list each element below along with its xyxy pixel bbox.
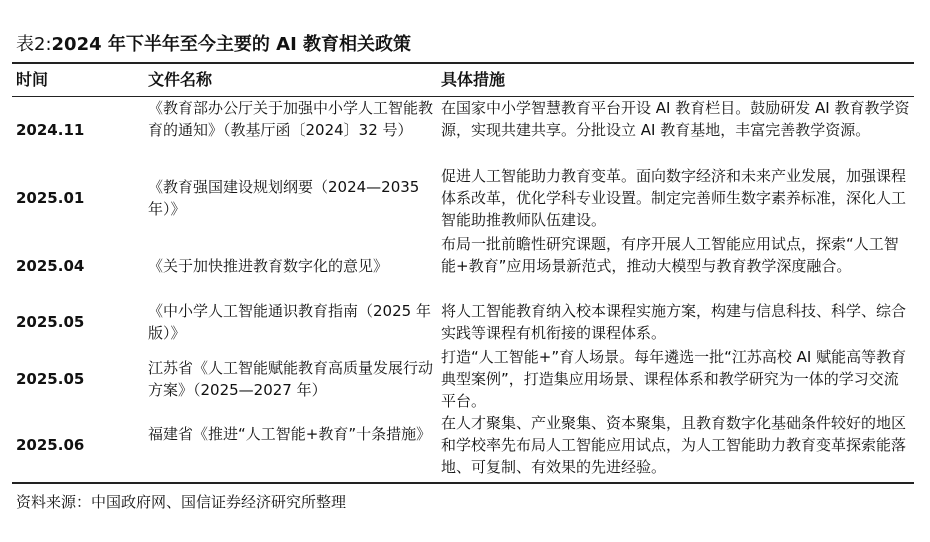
table-title: 2024 年下半年至今主要的 AI 教育相关政策 (51, 34, 412, 55)
row-measures: 打造“人工智能+”育人场景。每年遴选一批“江苏高校 AI 赋能高等教育典型案例”，打造集应用场景、课程体系和教学研究为一体的学习交流平台。 (441, 348, 907, 410)
column-header-time: 时间 (16, 70, 49, 89)
table-row (12, 165, 914, 231)
column-header-measures: 具体措施 (441, 70, 506, 89)
source-note: 资料来源：中国政府网、国信证券经济研究所整理 (16, 493, 347, 511)
row-file-name: 《教育强国建设规划纲要（2024—2035 年）》 (148, 178, 420, 218)
row-date: 2025.01 (16, 189, 85, 207)
row-measures: 布局一批前瞻性研究课题，有序开展人工智能应用试点，探索“人工智能+教育”应用场景新范式，推动大模型与教育教学深度融合。 (441, 235, 899, 275)
row-file-name: 江苏省《人工智能赋能教育高质量发展行动方案》（2025—2027 年） (148, 359, 434, 399)
table-row (12, 346, 914, 412)
row-file-name: 《关于加快推进教育数字化的意见》 (148, 257, 389, 275)
row-measures: 促进人工智能助力教育变革。面向数字经济和未来产业发展，加强课程体系改革，优化学科专业设置。制定完善师生数字素养标准，深化人工智能助推教师队伍建设。 (441, 167, 907, 229)
row-file-name: 《中小学人工智能通识教育指南（2025 年版）》 (148, 302, 431, 342)
table-number: 表2: (16, 34, 52, 55)
row-file-name: 《教育部办公厅关于加强中小学人工智能教育的通知》（教基厅函〔2024〕32 号） (148, 99, 434, 139)
table-bottom-rule (12, 482, 914, 484)
column-header-file-name: 文件名称 (148, 70, 213, 89)
row-file-name: 福建省《推进“人工智能+教育”十条措施》 (148, 425, 432, 443)
row-date: 2025.05 (16, 313, 85, 331)
table-caption (16, 30, 411, 60)
table-row (12, 233, 914, 299)
row-measures: 在人才聚集、产业聚集、资本聚集，且教育数字化基础条件较好的地区和学校率先布局人工智能应用试点，为人工智能助力教育变革探索能落地、可复制、有效果的先进经验。 (441, 414, 907, 476)
row-date: 2024.11 (16, 121, 85, 139)
table-row (12, 300, 914, 344)
table-row (12, 412, 914, 478)
row-measures: 将人工智能教育纳入校本课程实施方案，构建与信息科技、科学、综合实践等课程有机衔接的课程体系。 (441, 302, 907, 342)
row-date: 2025.06 (16, 436, 85, 454)
row-date: 2025.05 (16, 370, 85, 388)
table-row (12, 97, 914, 163)
row-measures: 在国家中小学智慧教育平台开设 AI 教育栏目。鼓励研发 AI 教育教学资源，实现共建共享。分批设立 AI 教育基地，丰富完善教学资源。 (441, 99, 910, 139)
row-date: 2025.04 (16, 257, 85, 275)
